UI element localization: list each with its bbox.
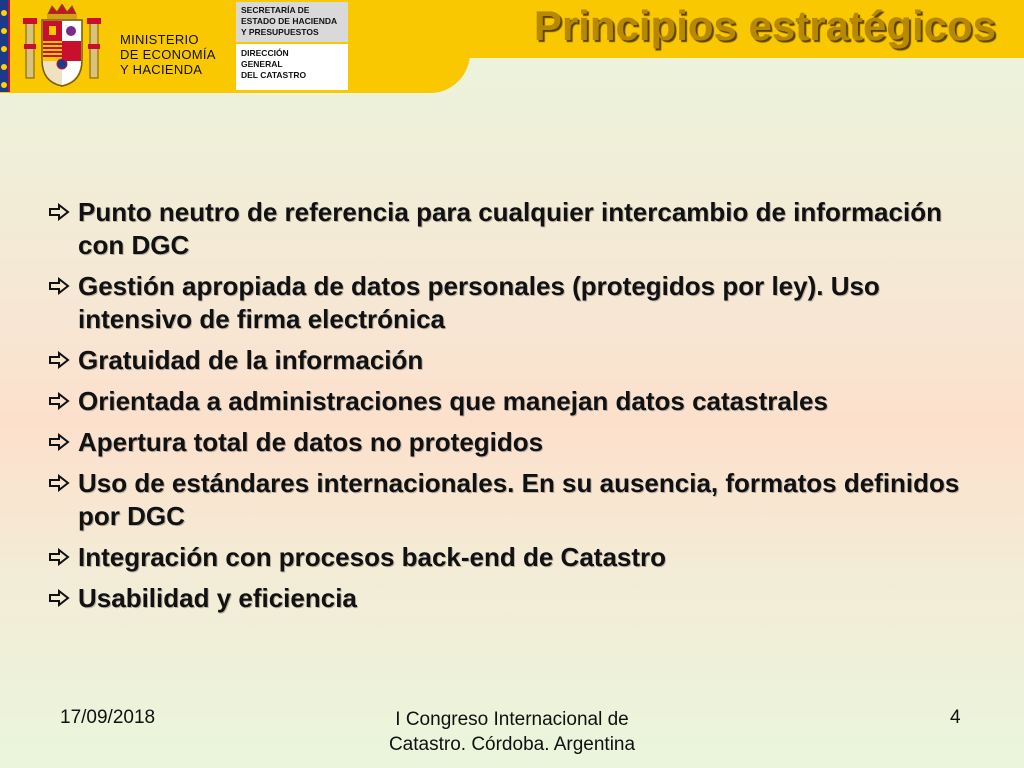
list-item (48, 541, 988, 574)
eu-flag-stripe (0, 0, 8, 92)
bullet-text: Orientada a administraciones que manejan datos catastrales (78, 386, 828, 416)
hollow-right-arrow-icon (48, 582, 78, 612)
bullet-list (48, 196, 988, 623)
footer-event (362, 707, 662, 757)
secretaria-label (236, 2, 348, 42)
direccion-line: DIRECCIÓN (241, 48, 289, 58)
hollow-right-arrow-icon (48, 196, 78, 226)
list-item (48, 385, 988, 418)
hollow-right-arrow-icon (48, 344, 78, 374)
slide-title: Principios estratégicos (533, 2, 996, 49)
bullet-text: Usabilidad y eficiencia (78, 583, 357, 613)
hollow-right-arrow-icon (48, 426, 78, 456)
hollow-right-arrow-icon (48, 541, 78, 571)
ministry-name (120, 32, 216, 77)
page-number: 4 (950, 707, 961, 728)
hollow-right-arrow-icon (48, 270, 78, 300)
bullet-text: Integración con procesos back-end de Catastro (78, 542, 667, 572)
slide-header (0, 0, 1024, 95)
ministry-line: DE ECONOMÍA (120, 47, 216, 62)
ministry-line: MINISTERIO (120, 32, 199, 47)
secretaria-line: SECRETARÍA DE (241, 5, 310, 15)
list-item (48, 582, 988, 615)
footer-date: 17/09/2018 (60, 707, 156, 728)
bullet-text: Uso de estándares internacionales. En su ausencia, formatos definidos por DGC (78, 468, 960, 531)
direccion-line: GENERAL (241, 59, 283, 69)
ministry-line: Y HACIENDA (120, 62, 203, 77)
footer-event-line: I Congreso Internacional de (395, 709, 629, 730)
list-item (48, 196, 988, 262)
secretaria-line: ESTADO DE HACIENDA (241, 16, 338, 26)
bullet-text: Gratuidad de la información (78, 345, 424, 375)
bullet-text: Gestión apropiada de datos personales (protegidos por ley). Uso intensivo de firma electrónica (78, 271, 880, 334)
hollow-right-arrow-icon (48, 385, 78, 415)
list-item (48, 344, 988, 377)
bullet-text: Apertura total de datos no protegidos (78, 427, 544, 457)
bullet-text: Punto neutro de referencia para cualquier intercambio de información con DGC (78, 197, 942, 260)
secretaria-line: Y PRESUPUESTOS (241, 27, 319, 37)
list-item (48, 270, 988, 336)
direccion-label (236, 44, 348, 90)
list-item (48, 426, 988, 459)
direccion-line: DEL CATASTRO (241, 70, 307, 80)
coat-of-arms-icon (22, 4, 102, 88)
list-item (48, 467, 988, 533)
footer-event-line: Catastro. Córdoba. Argentina (388, 734, 636, 755)
hollow-right-arrow-icon (48, 467, 78, 497)
